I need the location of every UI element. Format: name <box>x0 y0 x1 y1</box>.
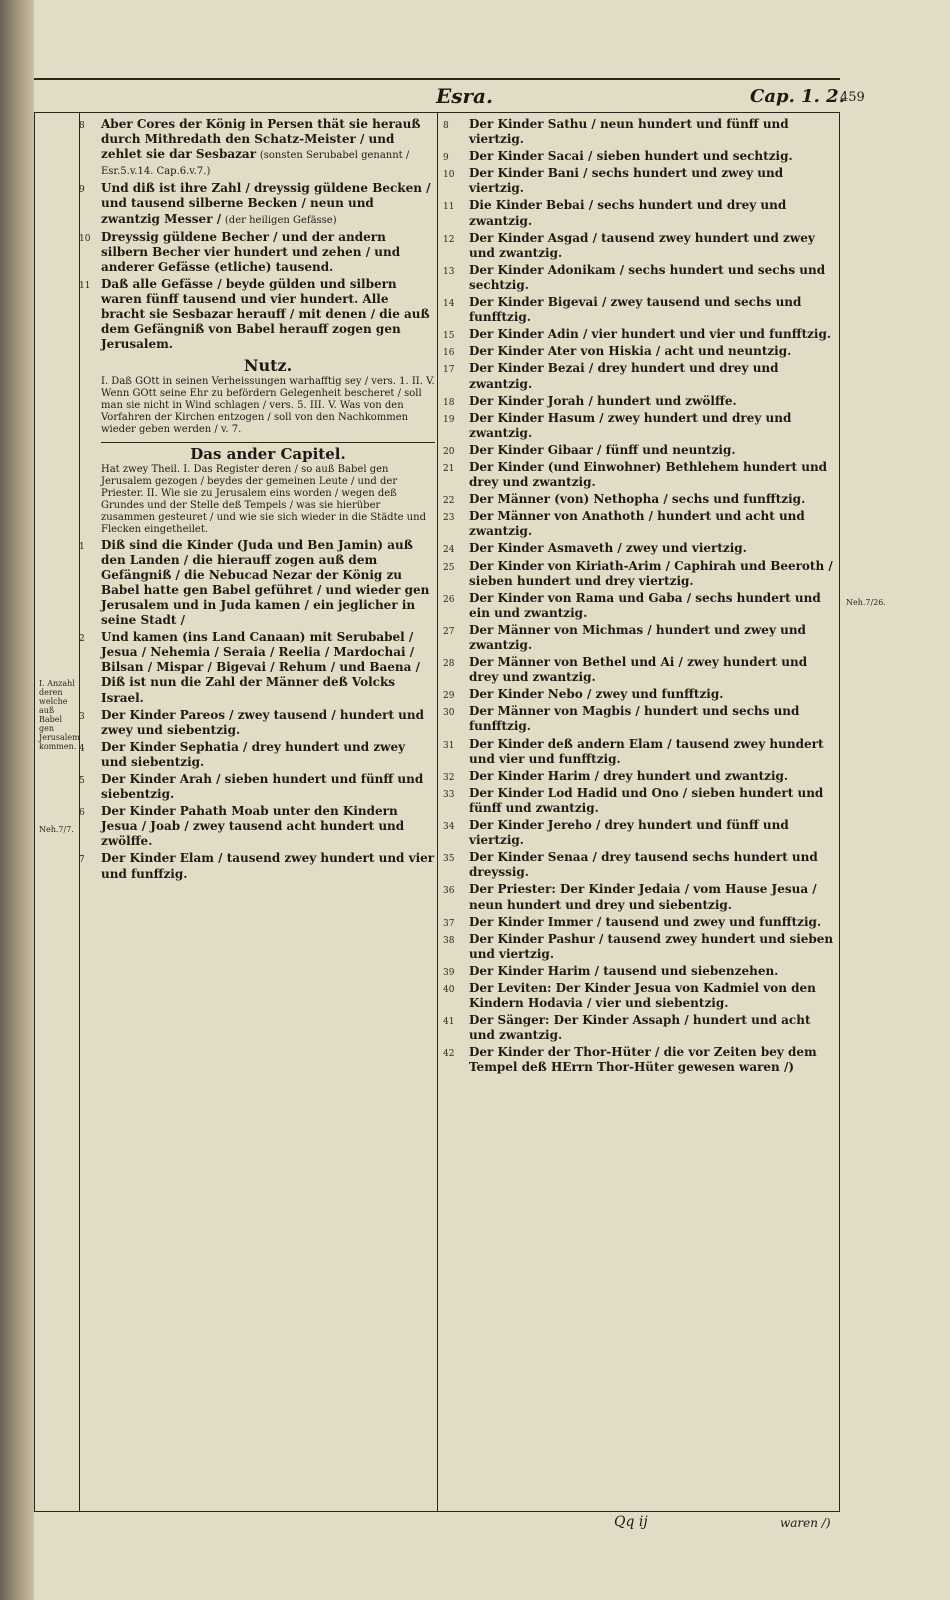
verse-number: 7 <box>79 855 85 866</box>
verse-number: 35 <box>443 854 455 865</box>
verse <box>443 492 837 507</box>
verse-text: Der Kinder Lod Hadid und Ono / sieben hundert und fünff und zwantzig. <box>469 785 824 815</box>
verse-text: Der Männer von Anathoth / hundert und acht und zwantzig. <box>469 509 805 539</box>
verse <box>443 768 837 784</box>
signature-mark: Qq ij <box>614 1514 648 1530</box>
verse-number: 24 <box>443 545 455 556</box>
verse-number: 22 <box>443 496 455 507</box>
verse-number: 18 <box>443 397 455 408</box>
verse <box>443 149 837 164</box>
left-margin-column <box>35 113 80 1511</box>
top-rule <box>34 78 840 80</box>
verse-number: 9 <box>443 153 449 164</box>
verse-number: 39 <box>443 967 455 978</box>
verse-number: 16 <box>443 348 455 359</box>
verse-text: Der Männer von Michmas / hundert und zwey und zwantzig. <box>469 622 806 652</box>
verse-number: 12 <box>443 234 455 245</box>
verse <box>79 772 435 802</box>
verse-gloss: (sonsten Serubabel genannt / Esr.5.v.14. Cap.6.v.7.) <box>101 150 410 178</box>
verse-number: 4 <box>79 743 85 754</box>
verse-text: Der Kinder Harim / drey hundert und zwantzig. <box>469 768 789 783</box>
text-frame <box>34 112 840 1512</box>
verse <box>79 276 435 352</box>
verse-number: 31 <box>443 740 455 751</box>
verse-number: 3 <box>79 711 85 722</box>
verse-number: 37 <box>443 918 455 929</box>
verse-text: Daß alle Gefässe / beyde gülden und silbern waren fünff tausend und vier hundert. Alle bracht sie Sesbazar herauff / mit denen / die auß dem Gefängniß von Babel herauff zogen gen Jerusalem. <box>101 276 430 352</box>
verse <box>79 739 435 770</box>
verse-text: Der Kinder der Thor-Hüter / die vor Zeiten bey dem Tempel deß HErrn Thor-Hüter gewesen waren /) <box>469 1045 817 1075</box>
verse-number: 13 <box>443 266 455 277</box>
verse <box>443 262 837 293</box>
verse-text: Der Kinder Gibaar / fünff und neuntzig. <box>469 442 736 457</box>
verse-text: Aber Cores der König in Persen thät sie herauß durch Mithredath den Schatz-Meister / und zehlet sie dar Sesbazar <box>101 117 421 162</box>
verse-text: Der Kinder Pashur / tausend zwey hundert und sieben und viertzig. <box>469 931 834 961</box>
verse <box>79 707 435 738</box>
verse <box>443 785 837 816</box>
verse-text: Der Sänger: Der Kinder Assaph / hundert und acht und zwantzig. <box>469 1013 811 1043</box>
chapter-summary: Hat zwey Theil. I. Das Register deren / so auß Babel gen Jerusalem gezogen / beydes der gemeinen Leute / und der Priester. II. Wie sie zu Jerusalem eins worden / wegen deß Grundes und der Stelle deß Tempels / was sie hierüber zusammen gesteuret / und wie sie sich wieder in die Städte und Flecken eingetheilet. <box>101 463 426 535</box>
verse-number: 21 <box>443 463 455 474</box>
verse <box>443 393 837 409</box>
left-column <box>79 117 435 884</box>
verse <box>443 655 837 685</box>
verse <box>443 459 837 490</box>
verse <box>443 980 837 1011</box>
verse <box>443 704 837 734</box>
running-header <box>34 84 950 110</box>
book-spine <box>0 0 34 1600</box>
verse-text: Der Kinder Senaa / drey tausend sechs hundert und dreyssig. <box>469 850 818 880</box>
verse-number: 19 <box>443 414 455 425</box>
verse-number: 9 <box>79 185 85 196</box>
verse <box>443 818 837 848</box>
verse-text: Dreyssig güldene Becher / und der andern silbern Becher vier hundert und zehen / und anderer Gefässe (etliche) tausend. <box>101 229 401 274</box>
verse <box>79 630 435 705</box>
verse-text: Der Kinder deß andern Elam / tausend zwey hundert und vier und funfftzig. <box>469 736 824 766</box>
verse-number: 28 <box>443 659 455 670</box>
verse <box>443 295 837 325</box>
verse-text: Der Kinder Pahath Moab unter den Kindern Jesua / Joab / zwey tausend acht hundert und zwölffe. <box>101 804 405 849</box>
verse-number: 14 <box>443 299 455 310</box>
verse-text: Der Kinder Bani / sechs hundert und zwey und viertzig. <box>469 166 784 196</box>
verse <box>79 117 435 179</box>
page-number: 459 <box>840 90 865 105</box>
verse-text: Der Kinder Asmaveth / zwey und viertzig. <box>469 541 747 556</box>
verse-text: Und diß ist ihre Zahl / dreyssig güldene Becken / und tausend silberne Becken / neun und zwantzig Messer / <box>101 181 431 226</box>
verse-text: Der Priester: Der Kinder Jedaia / vom Hause Jesua / neun hundert und drey und siebentzig. <box>469 882 817 912</box>
verse-text: Der Kinder Ater von Hiskia / acht und neuntzig. <box>469 344 792 359</box>
verse <box>443 1045 837 1075</box>
verse-text: Der Kinder Nebo / zwey und funfftzig. <box>469 687 724 702</box>
verse-text: Der Leviten: Der Kinder Jesua von Kadmiel von den Kindern Hodavia / vier und siebentzig. <box>469 980 816 1011</box>
book-page <box>34 0 950 1600</box>
verse-text: Der Kinder Sathu / neun hundert und fünff und viertzig. <box>469 117 789 147</box>
margin-note: Neh.7/7. <box>39 825 74 834</box>
verse <box>443 914 837 930</box>
verse-text: Der Kinder Sephatia / drey hundert und zwey und siebentzig. <box>101 739 406 769</box>
verse <box>443 166 837 196</box>
verse <box>443 509 837 539</box>
verse-number: 29 <box>443 691 455 702</box>
column-divider <box>437 113 438 1511</box>
verse <box>443 558 837 589</box>
verse-number: 8 <box>443 121 449 131</box>
verse-number: 23 <box>443 513 455 524</box>
verse <box>443 541 837 556</box>
margin-note: Neh.7/26. <box>846 598 886 607</box>
verse-text: Der Männer von Bethel und Ai / zwey hundert und drey und zwantzig. <box>469 655 808 685</box>
verse-number: 1 <box>79 541 85 552</box>
verse-number: 26 <box>443 594 455 605</box>
verse <box>443 736 837 767</box>
verse-number: 40 <box>443 984 455 995</box>
verse-number: 2 <box>79 634 85 645</box>
verse-text: Der Männer (von) Nethopha / sechs und funfftzig. <box>469 492 806 507</box>
verse-number: 27 <box>443 626 455 637</box>
verse-text: Diß sind die Kinder (Juda und Ben Jamin) auß den Landen / die hierauff zogen auß dem Gefängniß / die Nebucad Nezar der König zu Babel hatte gen Babel geführet / und wieder gen Jerusalem und in Juda kamen / ein jeglicher in seine Stadt / <box>101 537 430 628</box>
nutz-heading: Nutz. <box>243 356 293 376</box>
verse-number: 32 <box>443 772 455 783</box>
verse <box>79 851 435 881</box>
verse <box>443 230 837 261</box>
verse <box>443 850 837 880</box>
margin-note: I. Anzahl deren welche auß Babel gen Jerusalem kommen. <box>39 679 80 751</box>
chapter-reference: Cap. 1. 2. <box>750 86 845 107</box>
verse <box>443 327 837 342</box>
verse-number: 15 <box>443 331 455 342</box>
verse-number: 8 <box>79 121 85 131</box>
verse <box>443 622 837 653</box>
verse-number: 10 <box>443 170 455 181</box>
verse-text: Der Kinder (und Einwohner) Bethlehem hundert und drey und zwantzig. <box>469 459 828 490</box>
verse-number: 36 <box>443 886 455 897</box>
verse-number: 30 <box>443 708 455 719</box>
verse <box>79 181 435 227</box>
verse-text: Der Kinder Sacai / sieben hundert und sechtzig. <box>469 149 793 164</box>
verse-number: 5 <box>79 776 85 786</box>
verse-text: Der Männer von Magbis / hundert und sechs und funfftzig. <box>469 704 800 734</box>
verse-text: Der Kinder Jereho / drey hundert und fünff und viertzig. <box>469 818 789 848</box>
verse-number: 20 <box>443 446 455 457</box>
verse-text: Der Kinder Harim / tausend und siebenzehen. <box>469 963 779 978</box>
running-title: Esra. <box>436 84 493 108</box>
chapter-rule <box>101 442 435 443</box>
nutz-text: I. Daß GOtt in seinen Verheissungen warhafftig sey / vers. 1. II. V. Wenn GOtt seine Ehr zu befördern Gelegenheit bescheret / soll man sie nicht in Wind schlagen / vers. 5. III. V. Was von den Vorfahren der Kirchen entzogen / soll von den Nachkommen wieder geben werden / v. 7. <box>101 375 435 435</box>
verse-text: Und kamen (ins Land Canaan) mit Serubabel / Jesua / Nehemia / Seraia / Reelia / Mardochai / Bilsan / Mispar / Bigevai / Rehum / und Baena / Diß ist nun die Zahl der Männer deß Volcks Israel. <box>101 630 420 705</box>
right-column <box>443 117 837 1078</box>
verse <box>443 361 837 391</box>
verse-text: Der Kinder Immer / tausend und zwey und funfftzig. <box>469 914 822 929</box>
verse <box>79 537 435 629</box>
verse <box>443 590 837 621</box>
catchword: waren /) <box>780 1516 831 1530</box>
verse-number: 17 <box>443 365 455 376</box>
verse-text: Die Kinder Bebai / sechs hundert und drey und zwantzig. <box>469 198 787 228</box>
verse-text: Der Kinder Adin / vier hundert und vier und funfftzig. <box>469 327 832 342</box>
verse-text: Der Kinder Arah / sieben hundert und fünff und siebentzig. <box>101 772 424 802</box>
verse-text: Der Kinder Adonikam / sechs hundert und sechs und sechtzig. <box>469 262 826 292</box>
verse-text: Der Kinder Hasum / zwey hundert und drey und zwantzig. <box>469 410 792 440</box>
verse <box>443 931 837 962</box>
verse <box>79 229 435 275</box>
verse <box>443 442 837 458</box>
verse-number: 34 <box>443 822 455 833</box>
verse <box>443 198 837 228</box>
verse-number: 33 <box>443 789 455 800</box>
verse-text: Der Kinder Pareos / zwey tausend / hundert und zwey und siebentzig. <box>101 707 425 737</box>
verse-text: Der Kinder Asgad / tausend zwey hundert und zwey und zwantzig. <box>469 230 815 260</box>
verse-number: 10 <box>79 233 91 244</box>
verse <box>443 410 837 441</box>
verse <box>443 1013 837 1043</box>
verse-text: Der Kinder Bezai / drey hundert und drey und zwantzig. <box>469 361 779 391</box>
verse-number: 25 <box>443 562 455 573</box>
verse <box>443 117 837 147</box>
verse-text: Der Kinder von Rama und Gaba / sechs hundert und ein und zwantzig. <box>469 590 821 620</box>
verse-number: 41 <box>443 1017 455 1028</box>
verse <box>443 344 837 359</box>
verse-gloss: (der heiligen Gefässe) <box>224 214 337 226</box>
verse-number: 38 <box>443 935 455 946</box>
verse-text: Der Kinder Elam / tausend zwey hundert und vier und funffzig. <box>101 851 435 881</box>
verse-text: Der Kinder von Kiriath-Arim / Caphirah und Beeroth / sieben hundert und drey viertzig. <box>469 558 833 588</box>
verse <box>79 804 435 849</box>
chapter-title: Das ander Capitel. <box>190 444 346 463</box>
verse <box>443 687 837 702</box>
verse-text: Der Kinder Jorah / hundert und zwölffe. <box>469 393 737 408</box>
verse-number: 42 <box>443 1049 455 1060</box>
verse <box>443 963 837 979</box>
verse-text: Der Kinder Bigevai / zwey tausend und sechs und funfftzig. <box>469 295 802 325</box>
verse-number: 11 <box>79 280 91 291</box>
verse <box>443 882 837 912</box>
verse-number: 11 <box>443 202 455 213</box>
verse-number: 6 <box>79 808 85 819</box>
